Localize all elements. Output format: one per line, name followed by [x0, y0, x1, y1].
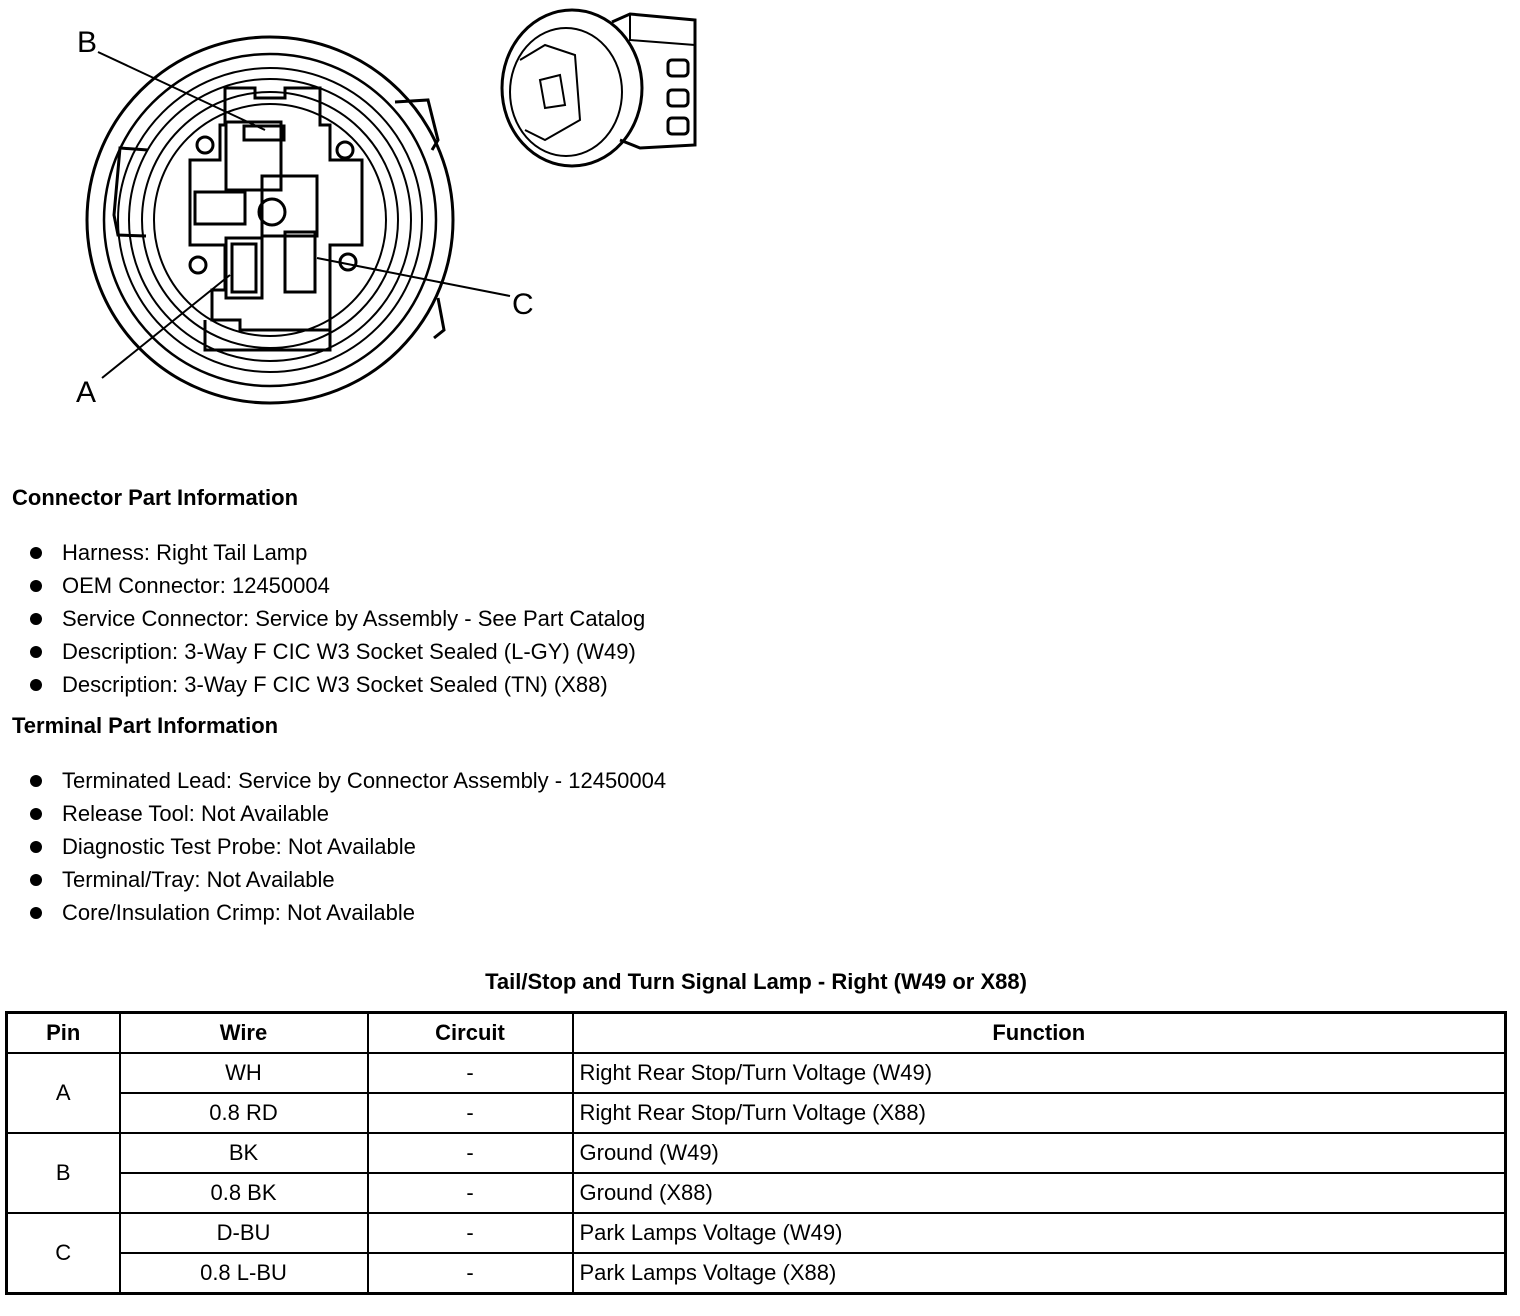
- bullet-icon: [30, 547, 42, 559]
- terminal-b: [226, 122, 281, 190]
- list-item-text: Diagnostic Test Probe: Not Available: [62, 834, 416, 859]
- list-item-text: OEM Connector: 12450004: [62, 573, 330, 598]
- bullet-icon: [30, 580, 42, 592]
- function-cell: Right Rear Stop/Turn Voltage (W49): [573, 1053, 1506, 1093]
- callout-a: A: [76, 376, 97, 409]
- circuit-cell: -: [368, 1213, 573, 1253]
- bullet-icon: [30, 808, 42, 820]
- bullet-icon: [30, 874, 42, 886]
- column-header-function: Function: [573, 1013, 1506, 1054]
- wire-cell: 0.8 RD: [120, 1093, 368, 1133]
- circuit-cell: -: [368, 1133, 573, 1173]
- list-item-text: Description: 3-Way F CIC W3 Socket Sealed (TN) (X88): [62, 672, 608, 697]
- wire-cell: WH: [120, 1053, 368, 1093]
- bullet-icon: [30, 907, 42, 919]
- column-header-pin: Pin: [7, 1013, 120, 1054]
- wire-cell: 0.8 BK: [120, 1173, 368, 1213]
- callout-c: C: [512, 288, 534, 321]
- list-item-text: Harness: Right Tail Lamp: [62, 540, 308, 565]
- circuit-cell: -: [368, 1053, 573, 1093]
- list-item: [30, 569, 645, 602]
- bullet-icon: [30, 613, 42, 625]
- circuit-cell: -: [368, 1253, 573, 1294]
- list-item: [30, 797, 666, 830]
- list-item: [30, 536, 645, 569]
- function-cell: Park Lamps Voltage (X88): [573, 1253, 1506, 1294]
- list-item: [30, 764, 666, 797]
- list-item: [30, 602, 645, 635]
- table-header-row: [7, 1013, 1506, 1054]
- list-item-text: Core/Insulation Crimp: Not Available: [62, 900, 415, 925]
- list-item-text: Description: 3-Way F CIC W3 Socket Sealed (L-GY) (W49): [62, 639, 636, 664]
- list-item: [30, 863, 666, 896]
- pin-cell: A: [7, 1053, 120, 1133]
- pin-cell: B: [7, 1133, 120, 1213]
- table-row: [7, 1133, 1506, 1173]
- terminal-info-heading: Terminal Part Information: [12, 713, 279, 738]
- function-cell: Park Lamps Voltage (W49): [573, 1213, 1506, 1253]
- circuit-cell: -: [368, 1173, 573, 1213]
- table-row: [7, 1053, 1506, 1093]
- connector-info-list: [30, 536, 645, 701]
- pin-table: [5, 1011, 1507, 1295]
- wire-cell: D-BU: [120, 1213, 368, 1253]
- function-cell: Ground (W49): [573, 1133, 1506, 1173]
- wire-cell: BK: [120, 1133, 368, 1173]
- terminal-c: [262, 176, 317, 236]
- list-item: [30, 896, 666, 929]
- pin-cell: C: [7, 1213, 120, 1294]
- table-title: Tail/Stop and Turn Signal Lamp - Right (W49 or X88): [485, 969, 1027, 994]
- list-item-text: Terminal/Tray: Not Available: [62, 867, 335, 892]
- wire-cell: 0.8 L-BU: [120, 1253, 368, 1294]
- circuit-cell: -: [368, 1093, 573, 1133]
- bullet-icon: [30, 679, 42, 691]
- callout-b: B: [77, 26, 98, 59]
- list-item: [30, 635, 645, 668]
- list-item-text: Terminated Lead: Service by Connector Assembly - 12450004: [62, 768, 667, 793]
- list-item-text: Release Tool: Not Available: [62, 801, 330, 826]
- function-cell: Right Rear Stop/Turn Voltage (X88): [573, 1093, 1506, 1133]
- column-header-circuit: Circuit: [368, 1013, 573, 1054]
- connector-diagram: [0, 0, 760, 440]
- bullet-icon: [30, 841, 42, 853]
- connector-info-heading: Connector Part Information: [12, 485, 299, 510]
- table-row: [7, 1093, 1506, 1133]
- bullet-icon: [30, 775, 42, 787]
- table-row: [7, 1213, 1506, 1253]
- bullet-icon: [30, 646, 42, 658]
- list-item-text: Service Connector: Service by Assembly - See Part Catalog: [62, 606, 646, 631]
- terminal-info-list: [30, 764, 666, 929]
- column-header-wire: Wire: [120, 1013, 368, 1054]
- list-item: [30, 668, 645, 701]
- list-item: [30, 830, 666, 863]
- table-row: [7, 1253, 1506, 1294]
- table-row: [7, 1173, 1506, 1213]
- function-cell: Ground (X88): [573, 1173, 1506, 1213]
